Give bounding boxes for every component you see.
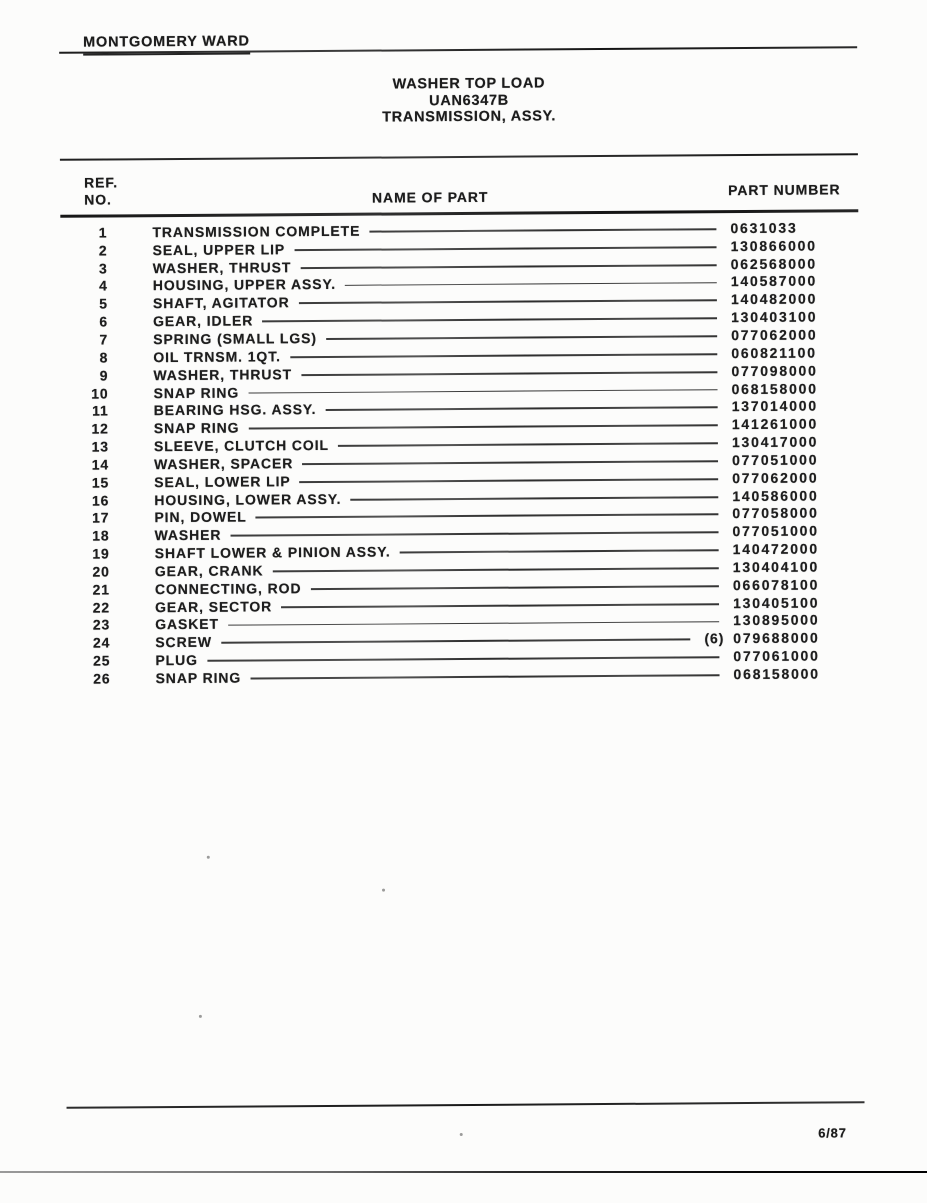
part-number: 140587000: [730, 272, 818, 290]
leader-line: [228, 621, 719, 626]
leader-line: [299, 300, 717, 305]
ref-no: 16: [91, 492, 110, 509]
part-name: BEARING HSG. ASSY.: [153, 401, 317, 419]
leader-line: [338, 442, 718, 447]
part-number: 068158000: [731, 380, 818, 397]
ref-no: 15: [91, 474, 110, 491]
part-number: 077051000: [731, 451, 819, 469]
part-name: CONNECTING, ROD: [154, 579, 302, 597]
part-name: SPRING (SMALL LGS): [153, 330, 317, 348]
part-name: WASHER, THRUST: [152, 258, 292, 276]
part-name: SNAP RING: [153, 419, 240, 437]
leader-line: [262, 317, 717, 322]
part-name: TRANSMISSION COMPLETE: [152, 222, 361, 241]
page-bottom-edge-rule: [0, 1171, 927, 1173]
leader-line: [350, 496, 718, 500]
part-number: 130404100: [732, 558, 820, 576]
ref-no: 24: [92, 634, 111, 651]
part-name: PLUG: [155, 652, 198, 669]
part-number: 060821100: [731, 344, 817, 361]
ref-no: 8: [99, 349, 109, 366]
leader-line: [300, 264, 716, 269]
part-name: SEAL, UPPER LIP: [152, 241, 286, 258]
ref-no: 17: [91, 509, 110, 527]
ref-no: 7: [99, 331, 109, 348]
part-name: OIL TRNSM. 1QT.: [153, 348, 281, 365]
part-number: 077062000: [732, 469, 819, 486]
ref-no: 14: [91, 456, 110, 473]
leader-line: [325, 407, 717, 412]
leader-line: [221, 639, 691, 644]
title-model-number: UAN6347B: [429, 92, 509, 109]
leader-line: [294, 246, 716, 251]
column-header-ref-no: REF. NO.: [84, 174, 119, 208]
leader-line: [326, 335, 717, 340]
scan-speck: [199, 1015, 202, 1018]
part-number: 077061000: [733, 647, 820, 665]
ref-no: 2: [98, 242, 108, 259]
column-header-name-of-part: NAME OF PART: [371, 188, 489, 206]
part-name: SHAFT, AGITATOR: [152, 294, 290, 312]
leader-line: [301, 371, 717, 376]
title-product: WASHER TOP LOAD: [392, 75, 546, 93]
ref-no: 22: [92, 599, 111, 616]
part-number: 068158000: [733, 665, 820, 683]
part-name: WASHER: [154, 526, 222, 544]
leader-line: [250, 674, 719, 679]
ref-no: 9: [99, 367, 109, 384]
document-title-block: [5, 73, 927, 129]
part-number: 066078100: [732, 576, 820, 593]
ref-no: 1: [98, 224, 108, 241]
part-name: HOUSING, UPPER ASSY.: [152, 276, 337, 294]
table-top-rule: [60, 153, 858, 161]
part-name: GASKET: [155, 616, 219, 633]
leader-line: [369, 228, 716, 232]
ref-no: 18: [92, 527, 110, 544]
leader-line: [230, 532, 718, 537]
part-number: 0631033: [730, 219, 798, 237]
table-header: [60, 161, 858, 209]
part-name: HOUSING, LOWER ASSY.: [154, 490, 342, 508]
scan-speck: [207, 856, 210, 859]
ref-no: 12: [91, 420, 109, 437]
ref-no: 21: [92, 581, 110, 598]
scan-speck: [382, 889, 385, 892]
part-name: GEAR, SECTOR: [154, 597, 273, 615]
part-name: PIN, DOWEL: [154, 508, 247, 526]
ref-no: 20: [92, 563, 110, 580]
leader-line: [281, 603, 719, 608]
title-assembly: TRANSMISSION, ASSY.: [382, 108, 557, 126]
leader-line: [290, 353, 717, 358]
brand-header: MONTGOMERY WARD: [83, 33, 250, 55]
part-number: 130405100: [732, 594, 820, 611]
part-number: 077058000: [732, 504, 819, 522]
part-number: 130403100: [730, 308, 818, 326]
part-number: 130895000: [733, 612, 820, 629]
leader-line: [302, 460, 718, 465]
part-name: SEAL, LOWER LIP: [154, 472, 291, 490]
part-name: SHAFT LOWER & PINION ASSY.: [154, 543, 391, 562]
part-name: SNAP RING: [153, 384, 240, 401]
part-number: 140482000: [730, 290, 818, 308]
part-name: SCREW: [155, 634, 212, 651]
part-number: 130417000: [731, 433, 819, 451]
leader-line: [207, 656, 720, 661]
ref-no: 10: [91, 384, 109, 402]
part-number: 079688000: [733, 629, 820, 647]
footer-rule: [67, 1101, 865, 1109]
part-number: 077098000: [731, 362, 818, 379]
table-header-rule: [60, 209, 858, 217]
leader-line: [272, 567, 718, 572]
leader-line: [400, 549, 719, 553]
column-header-part-number: PART NUMBER: [728, 181, 841, 199]
footer-date: 6/87: [818, 1125, 847, 1141]
part-number: 077051000: [732, 522, 819, 540]
part-number: 137014000: [731, 397, 818, 415]
ref-no: 19: [92, 545, 110, 562]
ref-no: 6: [99, 313, 109, 330]
ref-no: 23: [92, 616, 111, 634]
ref-no: 3: [98, 260, 108, 277]
part-name: SLEEVE, CLUTCH COIL: [153, 436, 329, 455]
leader-line: [256, 514, 719, 519]
part-name: SNAP RING: [155, 669, 242, 687]
part-name: WASHER, THRUST: [153, 365, 293, 383]
scan-speck: [460, 1133, 463, 1136]
ref-no: 11: [91, 402, 109, 419]
part-name: GEAR, IDLER: [152, 312, 254, 330]
ref-no: 26: [93, 670, 111, 687]
parts-table-body: [60, 218, 861, 687]
ref-no: 5: [99, 295, 108, 312]
ref-no: 4: [99, 277, 108, 294]
part-name: GEAR, CRANK: [154, 562, 264, 580]
part-number: 077062000: [731, 326, 818, 344]
part-number: 141261000: [731, 415, 819, 433]
part-number: 062568000: [730, 255, 817, 272]
ref-no: 25: [92, 652, 111, 669]
leader-line: [345, 282, 717, 286]
leader-line: [248, 424, 717, 429]
leader-line: [300, 478, 719, 483]
part-name: WASHER, SPACER: [153, 455, 294, 473]
part-number: 140586000: [732, 487, 819, 504]
part-number: 140472000: [732, 540, 819, 558]
leader-line: [248, 389, 717, 394]
part-number: 130866000: [730, 237, 817, 254]
leader-line: [310, 585, 719, 590]
quantity: (6): [704, 630, 725, 647]
ref-no: 13: [91, 438, 109, 455]
